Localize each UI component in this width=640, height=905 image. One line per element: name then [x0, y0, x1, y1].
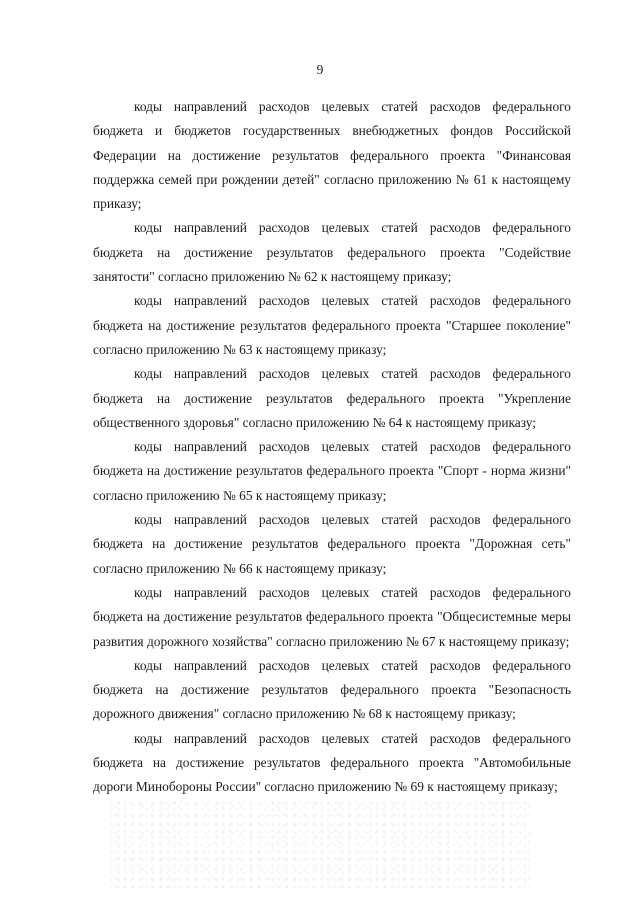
- paragraph-appendix-61: коды направлений расходов целевых статей расходов федерального бюджета и бюджетов государственных внебюджетных фондов Российской Федерации на достижение результатов федерального проекта "Финансовая поддержка семей при рождении детей" согласно приложению № 61 к настоящему приказу;: [93, 99, 571, 212]
- scan-noise: [110, 800, 530, 890]
- paragraph-appendix-67: коды направлений расходов целевых статей расходов федерального бюджета на достижение результатов федерального проекта "Общесистемные меры развития дорожного хозяйства" согласно приложению № 67 к настоящему приказу;: [93, 584, 571, 649]
- paragraph-appendix-64: коды направлений расходов целевых статей расходов федерального бюджета на достижение результатов федерального проекта "Укрепление общественного здоровья" согласно приложению № 64 к настоящему приказу;: [93, 366, 571, 430]
- document-body: [93, 95, 571, 800]
- paragraph-appendix-62: коды направлений расходов целевых статей расходов федерального бюджета на достижение результатов федерального проекта "Содействие занятости" согласно приложению № 62 к настоящему приказу;: [93, 220, 571, 285]
- paragraph-appendix-68: коды направлений расходов целевых статей расходов федерального бюджета на достижение результатов федерального проекта "Безопасность дорожного движения" согласно приложению № 68 к настоящему приказу;: [93, 657, 571, 722]
- paragraph-appendix-63: коды направлений расходов целевых статей расходов федерального бюджета на достижение результатов федерального проекта "Старшее поколение" согласно приложению № 63 к настоящему приказу;: [93, 293, 571, 357]
- page-number: 9: [316, 62, 324, 77]
- paragraph-appendix-65: коды направлений расходов целевых статей расходов федерального бюджета на достижение результатов федерального проекта "Спорт - норма жизни" согласно приложению № 65 к настоящему приказу;: [93, 439, 571, 503]
- paragraph-appendix-66: коды направлений расходов целевых статей расходов федерального бюджета на достижение результатов федерального проекта "Дорожная сеть" согласно приложению № 66 к настоящему приказу;: [93, 512, 571, 576]
- paragraph-appendix-69: коды направлений расходов целевых статей расходов федерального бюджета на достижение результатов федерального проекта "Автомобильные дороги Минобороны России" согласно приложению № 69 к настоящему приказу;: [93, 730, 571, 795]
